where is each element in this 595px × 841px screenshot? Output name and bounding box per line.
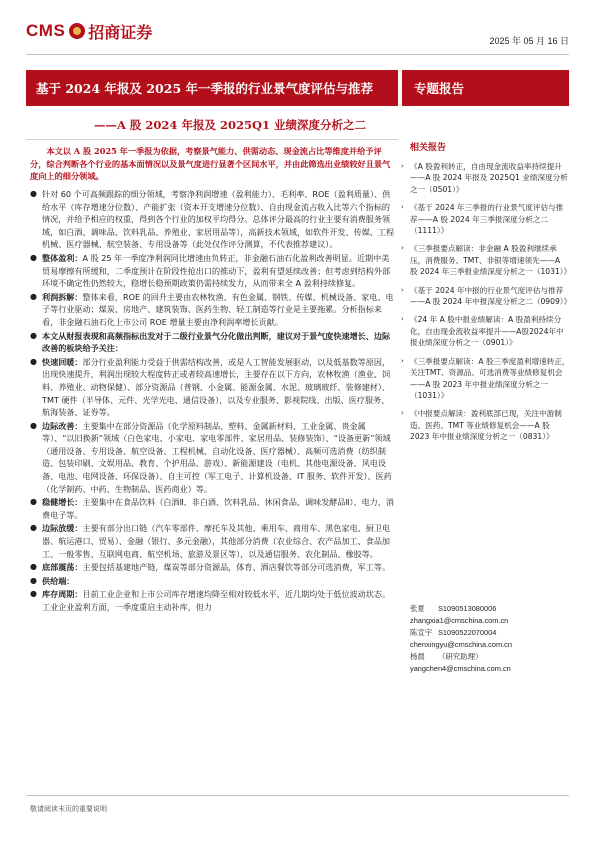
bullet-item (28, 522, 396, 560)
author-license-id: S1090513080006 (438, 604, 497, 613)
link-marker-icon: › (401, 162, 404, 170)
related-reports-sidebar (401, 140, 572, 450)
author-name: 张夏 (410, 604, 425, 613)
bullet-lead: 库存周期： (42, 589, 83, 600)
bullet-item (28, 330, 396, 355)
logo-chinese-name: 招商证券 (88, 22, 153, 42)
footer-disclaimer: 敬请阅读末页的重要说明 (30, 805, 107, 813)
related-report-link[interactable] (401, 243, 572, 277)
link-marker-icon: › (401, 356, 404, 365)
bullet-text: 部分行业盈利能力受益于供需结构改善，或是人工智能发展驱动，以及低基数等原因，出现快速提升，利润出现较大程度转正或者较高速增长，主要存在以下方向，农林牧渔（渔业、饲料、养殖业、动物保健）、部分资源品（普钢、小金属、能源金属、水泥、玻璃玻纤、装修建材）、TMT 硬件（半导体、元件、光学光电、通信设备），以及专业服务、影视院线、出版、医疗服务、航海装备、证券等。 (42, 356, 391, 418)
related-report-title: 《三季报要点解读：非金融 A 股盈利继续承压，消费服务、TMT、非银等增速领先——A 股 2024 年三季报业绩深度分析之一（1031）》 (410, 244, 572, 277)
bullet-dot-icon: ● (30, 575, 37, 585)
bullet-lead: 边际放缓： (42, 523, 83, 534)
bullet-item (28, 291, 396, 329)
footer-divider (26, 795, 569, 796)
bullet-text: 主要包括基建地产链，煤炭等部分资源品，体育、酒店餐饮等部分可选消费，军工等。 (82, 562, 391, 573)
related-report-title: 《A 股盈利转正，自由现金流收益率持续提升——A 股 2024 年报及 2025Q1 业绩深度分析之一（0501）》 (410, 162, 568, 194)
report-date: 2025 年 05 月 16 日 (489, 36, 569, 46)
author-row (410, 603, 570, 615)
bullet-lead: 稳健增长： (42, 497, 83, 508)
bullet-dot-icon: ● (30, 420, 37, 430)
link-marker-icon: › (401, 203, 404, 212)
bullet-item (28, 356, 396, 419)
bullet-text: 主要集中在食品饮料（白酒Ⅱ、非白酒、饮料乳品、休闲食品、调味发酵品Ⅱ）、电力、消费电子等。 (42, 497, 394, 520)
bullet-dot-icon: ● (30, 252, 37, 262)
bullet-item (28, 561, 396, 574)
logo-emblem-icon (69, 23, 85, 39)
bullet-text: 主要有部分出口链（汽车零部件、摩托车及其他、乘用车、商用车、黑色家电、厨卫电器、航运港口、贸易）、金融（银行、多元金融），其他部分消费（农业综合、农产品加工、食品加工、一般零售、互联网电商、航空机场、旅游及景区等），以及通信服务、农化制品、橡胶等。 (42, 523, 391, 559)
author-row (410, 651, 570, 663)
author-name: 陈宣宇 (410, 628, 433, 637)
related-report-title: 《基于 2024 年三季报的行业景气度评估与推荐——A 股 2024 年三季报深度分析之二（1111）》 (410, 203, 564, 236)
bullet-text: 针对 60 个可高频跟踪的细分领域，考察净利润增速（盈利能力）、毛利率、ROE（盈利质量）、供给水平（库存增速分位数）、产能扩张（资本开支增速分位数）、自由现金流占收入比等六个指标的情况，并给予相应的权重，得到各个行业的加权平均得分。总体评分最高的行业主要有消费服务领域，如白酒、调味品、饮料乳品、养殖业、家居用品等），高新技术领域，如软件开发、传媒、工程机械、医疗器械、航空装备、专用设备等（此处仅作评分测算，不代表推荐建议）。 (42, 189, 395, 250)
link-marker-icon: › (401, 244, 404, 253)
logo-text: CMS (26, 21, 66, 40)
author-email[interactable]: yangchen4@cmschina.com.cn (410, 664, 511, 673)
bullet-dot-icon: ● (30, 562, 37, 572)
bullet-lead: 边际改善： (42, 420, 83, 431)
header-divider (26, 54, 569, 55)
related-report-link[interactable] (401, 356, 570, 402)
related-report-title: 《基于 2024 年中报的行业景气度评估与推荐——A 股 2024 年中报深度分析之二（0909）》 (410, 285, 572, 307)
bullet-lead: 整体盈利： (42, 252, 83, 263)
link-marker-icon: › (401, 409, 404, 418)
related-report-title: 《24 年 A 股中报业绩解读：A 股盈利持续分化，自由现金流收益率提升——A股2024年中报业绩深度分析之一（0901）》 (410, 315, 564, 348)
related-report-link[interactable] (401, 202, 570, 236)
page-subtitle: ——A 股 2024 年报及 2025Q1 业绩深度分析之二 (94, 118, 366, 132)
bullet-item (28, 588, 396, 613)
related-report-link[interactable] (401, 285, 572, 308)
bullet-lead: 快速回暖： (42, 356, 83, 367)
author-license-id: S1090522070004 (438, 628, 497, 637)
bullet-item (28, 575, 396, 588)
bullet-lead: 利润拆解： (42, 291, 83, 302)
subtitle-divider (26, 139, 398, 140)
bullet-dot-icon: ● (30, 291, 37, 301)
author-name: 杨晨 (410, 652, 425, 661)
bullet-list (28, 188, 396, 615)
bullet-text: 整体来看，ROE 的回升主要由农林牧渔、有色金属、钢铁、传媒、机械设备、家电、电子等行业驱动；煤炭、房地产、建筑装饰、医药生物、轻工制造等行业是主要拖累。分析指标来看，非金融石油石化上市公司 ROE 增量主要由净利润率增长贡献。 (42, 291, 394, 327)
abstract-text: 本文以 A 股 2025 年一季报为依据，考察景气能力、供需动态、现金流占比等维度并给予评分，综合判断各个行业的基本面情况以及景气度进行显著个区间水平，并由此筛选出业绩较好且景气度向上的细分领域。 (30, 146, 391, 181)
bullet-dot-icon: ● (30, 589, 37, 599)
bullet-dot-icon: ● (30, 330, 37, 340)
bullet-text: 目前工业企业和上市公司库存增速均降至相对较低水平，近几期均处于低位波动状态。工业企业盈利方面，一季度重启主动补库，但力 (42, 589, 391, 612)
bullet-item (28, 252, 396, 290)
related-report-link[interactable] (401, 408, 570, 442)
bullet-text: 主要集中在部分资源品（化学原料制品、塑料、金属新材料、工业金属、贵金属等）、“以旧换新”领域（白色家电、小家电、家电零部件、家居用品、装修装饰）、“设备更新”领域（通用设备、专用设备、航空设备、工程机械、自动化设备、医疗器械）、高频可选消费（纺织制造、包装印刷、文娱用品、教育、个护用品、游戏）、新能源建设（电机、其他电源设备、风电设备、电池、电网设备、环保设备）、自主可控（军工电子、计算机设备、IT 服务、软件开发）、医药（化学制药、中药、生物制品、医药商业）等。 (42, 420, 392, 494)
bullet-dot-icon: ● (30, 356, 37, 366)
bullet-dot-icon: ● (30, 497, 37, 507)
bullet-text: A 股 25 年一季度净利润同比增速由负转正，非金融石油石化盈利改善明显。近期中美贸易摩擦有所缓和，二季度预计在阶段性抢出口的推动下，盈利有望延续改善；但考虑到结构外部环境不确定性仍然较大，稳增长稳预期政策仍需持续发力，从而带来全 A 盈利持续修复。 (42, 252, 391, 289)
related-report-link[interactable] (401, 161, 570, 195)
related-report-link[interactable] (401, 314, 570, 348)
author-row (410, 627, 570, 639)
bullet-item (28, 496, 396, 521)
bullet-dot-icon: ● (30, 189, 37, 198)
author-email[interactable]: chenxingyu@cmschina.com.cn (410, 640, 512, 649)
report-type-banner: 专题报告 (402, 70, 569, 106)
related-report-title: 《三季报要点解读：A 股三季度盈利增速转正，关注TMT、资源品、可选消费等业绩修复机会——A 股 2023 年中报业绩深度分析之一（1031）》 (410, 356, 570, 400)
bullet-dot-icon: ● (30, 523, 37, 533)
bullet-lead: 供给端： (42, 575, 75, 586)
author-email[interactable]: zhangxia1@cmschina.com.cn (410, 616, 509, 625)
author-license-id: （研究助理） (438, 652, 483, 661)
authors-block (410, 603, 570, 675)
link-marker-icon: › (401, 315, 404, 324)
bullet-lead: 底部震荡： (42, 562, 83, 573)
related-report-title: 《中报要点解读：盈利底部已现，关注中游制造、医药、TMT 等业绩修复机会——A 股 2023 年中报业绩深度分析之一（0831）》 (410, 409, 562, 442)
bullet-item (28, 420, 396, 496)
company-logo (26, 16, 152, 46)
related-reports-heading: 相关报告 (410, 143, 447, 153)
bullet-item (28, 188, 396, 251)
link-marker-icon: › (401, 285, 404, 294)
title-banner: 基于 2024 年报及 2025 年一季报的行业景气度评估与推荐 (26, 70, 398, 106)
bullet-lead: 本文从财报表现和高频指标出发对于二级行业景气分化做出判断，建议对于景气度快速增长、边际改善的板块给予关注： (42, 330, 391, 354)
